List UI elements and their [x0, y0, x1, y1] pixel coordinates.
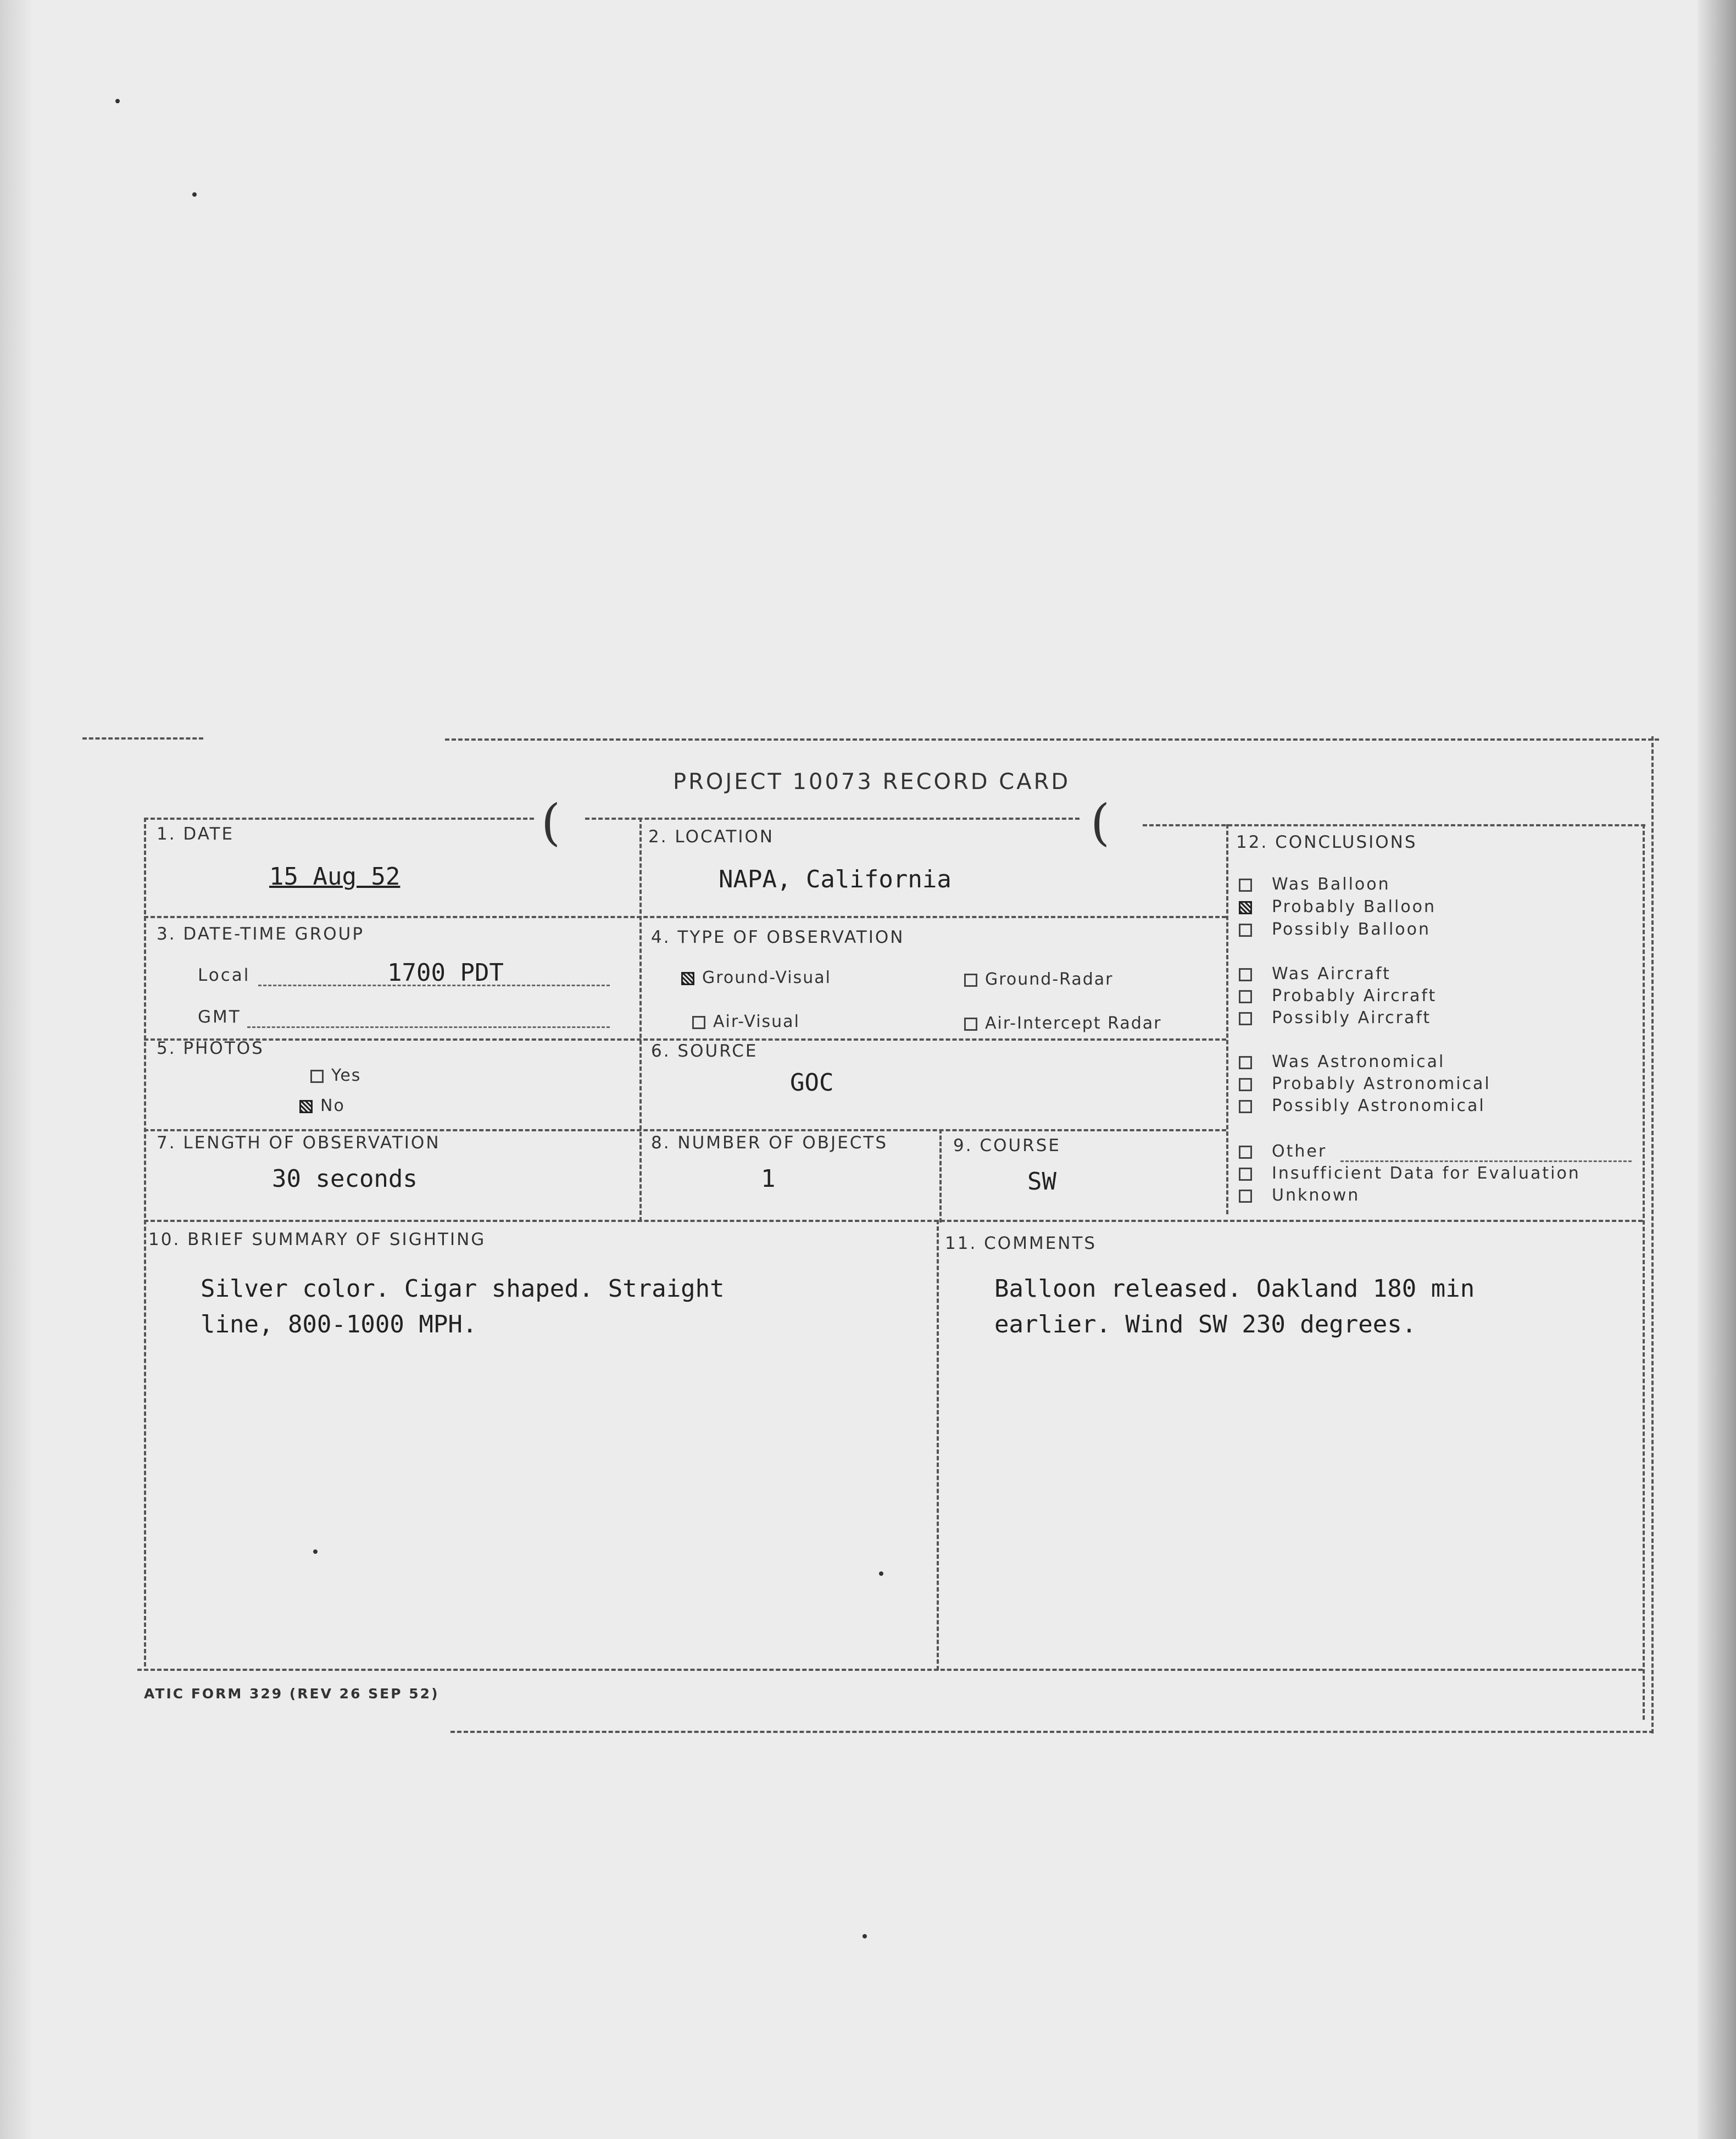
checkbox-icon	[964, 974, 977, 987]
card-top-rule	[445, 738, 1659, 741]
checkbox-checked-icon	[1239, 901, 1252, 914]
film-edge-left	[0, 0, 33, 2139]
grid-line	[585, 818, 1080, 820]
card-right-outer-edge	[1651, 736, 1654, 1734]
grid-line	[144, 1129, 1226, 1131]
length-value: 30 seconds	[272, 1165, 418, 1193]
dust-speck	[863, 1934, 867, 1938]
date-label: 1. DATE	[157, 824, 235, 844]
source-label: 6. SOURCE	[651, 1041, 758, 1061]
grid-line	[1226, 824, 1228, 1214]
other-fill-line	[1340, 1160, 1632, 1162]
conclusion-item: Probably Aircraft	[1239, 986, 1437, 1005]
course-label: 9. COURSE	[953, 1136, 1061, 1155]
dust-speck	[879, 1571, 883, 1576]
comments-label: 11. COMMENTS	[945, 1234, 1097, 1253]
dust-speck	[115, 99, 120, 103]
checkbox-checked-icon	[681, 972, 694, 985]
checkbox-icon	[310, 1070, 324, 1083]
obs-option-air-intercept-radar: Air-Intercept Radar	[964, 1014, 1161, 1033]
comments-line: Balloon released. Oakland 180 min	[994, 1275, 1475, 1303]
dust-speck	[313, 1549, 318, 1554]
card-top-rule	[82, 737, 203, 740]
dtg-label: 3. DATE-TIME GROUP	[157, 924, 365, 944]
checkbox-icon	[1239, 1190, 1252, 1203]
objects-label: 8. NUMBER OF OBJECTS	[651, 1133, 888, 1153]
checkbox-icon	[1239, 968, 1252, 981]
grid-line	[450, 1731, 1654, 1733]
location-value: NAPA, California	[719, 865, 952, 893]
location-label: 2. LOCATION	[648, 827, 775, 847]
checkbox-icon	[1239, 1168, 1252, 1181]
conclusion-item: Possibly Aircraft	[1239, 1008, 1431, 1027]
checkbox-icon	[1239, 924, 1252, 937]
grid-line	[939, 1129, 942, 1223]
checkbox-icon	[964, 1018, 977, 1031]
conclusion-item: Possibly Astronomical	[1239, 1096, 1485, 1115]
observation-type-label: 4. TYPE OF OBSERVATION	[651, 927, 905, 947]
dtg-local-value: 1700 PDT	[387, 959, 504, 987]
grid-line	[144, 818, 534, 820]
summary-label: 10. BRIEF SUMMARY OF SIGHTING	[148, 1230, 486, 1249]
conclusion-item: Was Astronomical	[1239, 1052, 1445, 1071]
conclusion-item-other: Other	[1239, 1142, 1327, 1161]
dust-speck	[192, 192, 197, 197]
conclusion-item: Was Aircraft	[1239, 964, 1391, 984]
grid-line	[144, 916, 1226, 918]
dtg-gmt-line	[247, 1026, 610, 1028]
comments-line: earlier. Wind SW 230 degrees.	[994, 1310, 1417, 1338]
checkbox-icon	[1239, 1056, 1252, 1069]
checkbox-icon	[1239, 1078, 1252, 1091]
grid-line	[137, 1669, 1643, 1671]
form-id: ATIC FORM 329 (REV 26 SEP 52)	[144, 1686, 439, 1702]
dtg-local-label: Local	[198, 965, 251, 985]
obs-option-ground-radar: Ground-Radar	[964, 970, 1114, 989]
checkbox-icon	[1239, 1146, 1252, 1159]
grid-line	[639, 818, 642, 1221]
punch-hole: (	[541, 794, 561, 852]
obs-option-ground-visual: Ground-Visual	[681, 968, 831, 987]
grid-line	[937, 1220, 939, 1670]
punch-hole: (	[1090, 794, 1110, 852]
course-value: SW	[1027, 1168, 1056, 1196]
photos-option-yes: Yes	[310, 1066, 361, 1085]
photos-option-no: No	[299, 1096, 345, 1115]
conclusion-item: Insufficient Data for Evaluation	[1239, 1164, 1581, 1183]
film-edge-right	[1698, 0, 1736, 2139]
checkbox-icon	[1239, 990, 1252, 1003]
checkbox-icon	[692, 1016, 705, 1029]
conclusion-item: Unknown	[1239, 1186, 1360, 1205]
length-label: 7. LENGTH OF OBSERVATION	[157, 1133, 441, 1153]
checkbox-checked-icon	[299, 1100, 313, 1113]
checkbox-icon	[1239, 1100, 1252, 1113]
grid-line	[1643, 824, 1645, 1720]
objects-value: 1	[761, 1165, 776, 1193]
photos-label: 5. PHOTOS	[157, 1038, 264, 1058]
conclusion-item: Probably Balloon	[1239, 897, 1436, 916]
grid-line	[144, 1220, 1643, 1222]
conclusions-label: 12. CONCLUSIONS	[1236, 832, 1417, 852]
grid-line	[144, 1038, 1226, 1041]
checkbox-icon	[1239, 1012, 1252, 1025]
dtg-gmt-label: GMT	[198, 1007, 241, 1027]
summary-line: line, 800-1000 MPH.	[201, 1310, 477, 1338]
card-title: PROJECT 10073 RECORD CARD	[673, 769, 1071, 795]
grid-line	[1143, 824, 1645, 826]
conclusion-item: Possibly Balloon	[1239, 920, 1431, 939]
conclusion-item: Was Balloon	[1239, 875, 1390, 894]
checkbox-icon	[1239, 879, 1252, 892]
obs-option-air-visual: Air-Visual	[692, 1012, 800, 1031]
summary-line: Silver color. Cigar shaped. Straight	[201, 1275, 725, 1303]
date-value: 15 Aug 52	[269, 863, 400, 891]
conclusion-item: Probably Astronomical	[1239, 1074, 1491, 1093]
source-value: GOC	[790, 1069, 834, 1097]
grid-line	[144, 818, 146, 1666]
